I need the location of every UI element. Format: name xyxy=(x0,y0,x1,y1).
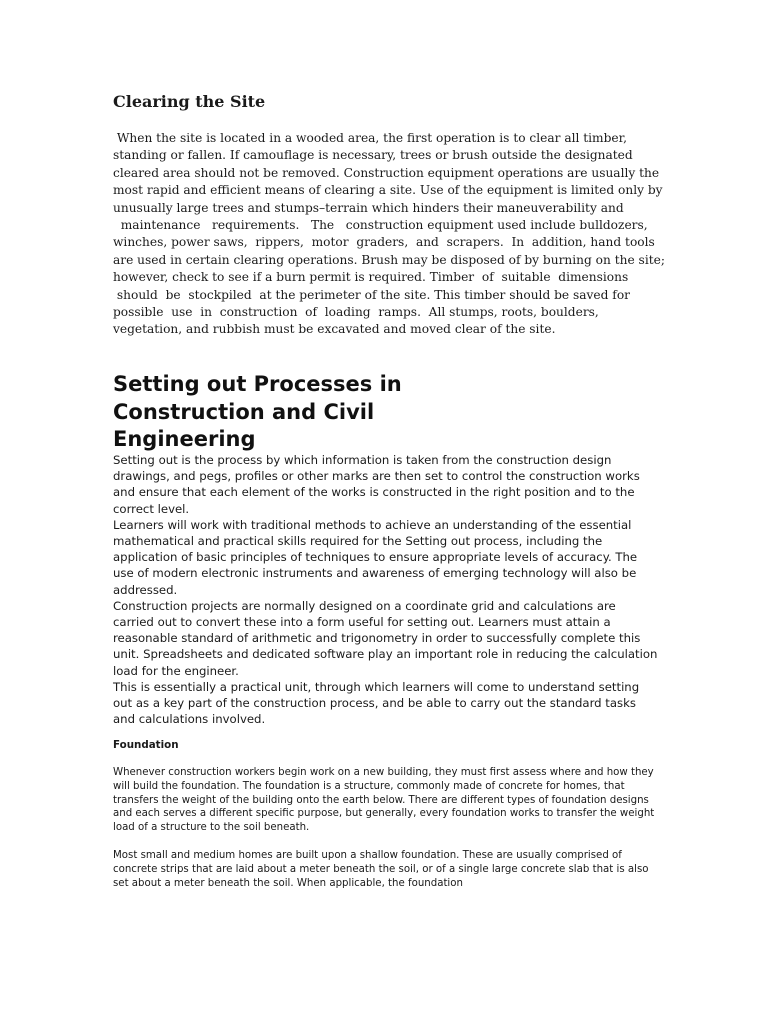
clearing-site-paragraph xyxy=(113,130,665,339)
text-line: most rapid and efficient means of clearing a site. Use of the equipment is limited only by xyxy=(113,183,663,198)
foundation-body xyxy=(113,766,658,904)
text-line: however, check to see if a burn permit is required. Timber of suitable dimensions xyxy=(113,270,629,285)
text-line: maintenance requirements. The construction equipment used include bulldozers, xyxy=(113,218,648,233)
setting-out-heading: Setting out Processes in Construction and Civil Engineering xyxy=(113,372,402,451)
text-line: vegetation, and rubbish must be excavated and moved clear of the site. xyxy=(113,322,556,337)
text-line: standing or fallen. If camouflage is necessary, trees or brush outside the designated xyxy=(113,148,633,163)
text-line: unusually large trees and stumps–terrain which hinders their maneuverability and xyxy=(113,200,624,215)
paragraph: Construction projects are normally designed on a coordinate grid and calculations are carried out to convert these into a form useful for setting out. Learners must attain a reasonable standard of arithmetic and trigonometry in order to successfully complete this unit. Spreadsheets and dedicated software play an important role in reducing the calculation load for the engineer. xyxy=(113,598,658,678)
text-line: should be stockpiled at the perimeter of the site. This timber should be saved for xyxy=(113,287,630,302)
setting-out-body xyxy=(113,452,658,727)
foundation-heading: Foundation xyxy=(113,739,179,751)
text-line: are used in certain clearing operations. Brush may be disposed of by burning on the site; xyxy=(113,252,665,267)
text-line: When the site is located in a wooded area, the first operation is to clear all timber, xyxy=(113,131,627,145)
text-line: winches, power saws, rippers, motor graders, and scrapers. In addition, hand tools xyxy=(113,235,655,250)
text-line: cleared area should not be removed. Construction equipment operations are usually the xyxy=(113,165,660,180)
text-line: possible use in construction of loading ramps. All stumps, roots, boulders, xyxy=(113,305,599,320)
clearing-site-heading: Clearing the Site xyxy=(113,92,266,111)
paragraph: Learners will work with traditional methods to achieve an understanding of the essential mathematical and practical skills required for the Setting out process, including the application of basic principles of techniques to ensure appropriate levels of accuracy. The use of modern electronic instruments and awareness of emerging technology will also be addressed. xyxy=(113,517,638,597)
paragraph: Setting out is the process by which information is taken from the construction design drawings, and pegs, profiles or other marks are then set to control the construction works and ensure that each element of the works is constructed in the right position and to the correct level. xyxy=(113,453,640,516)
paragraph: Whenever construction workers begin work on a new building, they must first assess where and how they will build the foundation. The foundation is a structure, commonly made of concrete for homes, that transfers the weight of the building onto the earth below. There are different types of foundation designs and each serves a different specific purpose, but generally, every foundation works to transfer the weight load of a structure to the soil beneath. xyxy=(113,767,655,834)
paragraph: This is essentially a practical unit, through which learners will come to understand setting out as a key part of the construction process, and be able to carry out the standard tasks and calculations involved. xyxy=(113,679,640,727)
paragraph: Most small and medium homes are built upon a shallow foundation. These are usually comprised of concrete strips that are laid about a meter beneath the soil, or of a single large concrete slab that is also set about a meter beneath the soil. When applicable, the foundation xyxy=(113,849,649,889)
